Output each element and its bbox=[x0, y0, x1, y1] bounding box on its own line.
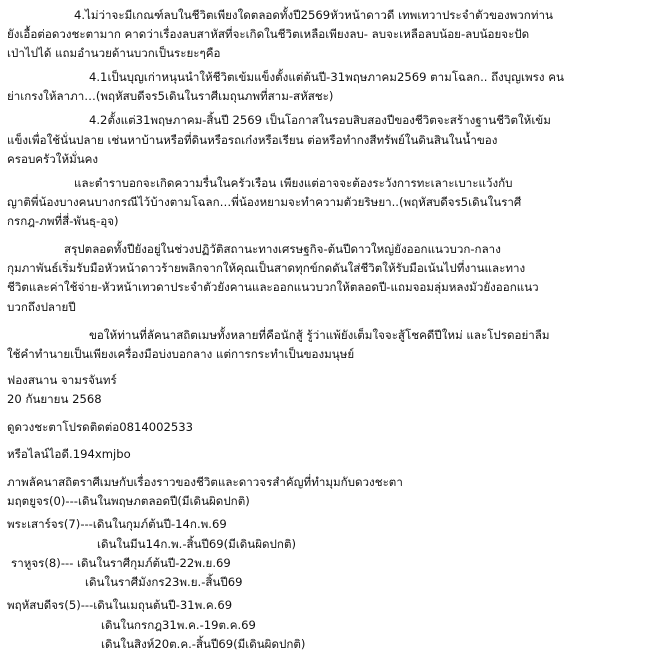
planet-line: เดินในมีน14ก.พ.-สิ้นปี69(มีเดินผิดปกติ) bbox=[97, 537, 296, 551]
paragraph-4-2-line-2: แข็งเพื่อใช้นั่นปลาย เช่นหาบ้านหรือที่ดินหรือรถเก๋งหรือเรียน ต่อหรือทำกงสีทรัพย์ในดินสินในน้ำของ bbox=[7, 133, 498, 147]
paragraph-4-2b-line-2: ญาติพี่น้องบางคนบางกรณีไว้บ้างตามโฉลก…พี่น้องหยามจะทำความตัวยริษยา..(พฤหัสบดีจร5เดินในราศี bbox=[7, 195, 522, 209]
paragraph-4-2-line-1: 4.2ตั้งแต่31พฤษภาคม-สิ้นปี 2569 เป็นโอกาสในรอบสิบสองปีของชีวิตจะสร้างฐานชีวิตให้เข้ม bbox=[89, 113, 551, 127]
paragraph-4-line-1: 4.ไม่ว่าจะมีเกณฑ์ลบในชีวิตเพียงใดตลอดทั้งปี2569หัวหน้าดาวดี เทพเทวาประจำตัวของพวกท่าน bbox=[74, 8, 553, 22]
planet-line: เดินในกรกฎ31พ.ค.-19ต.ค.69 bbox=[101, 618, 256, 632]
planets-header: ภาพลัคนาสถิตราศีเมษกับเรื่องราวของชีวิตและดาวจรสำคัญที่ทำมุมกับดวงชะตา bbox=[7, 475, 403, 489]
planet-line: เดินในราศีมังกร23พ.ย.-สิ้นปี69 bbox=[85, 575, 243, 589]
contact-line-id: หรือไลน์ไอดี.194xmjbo bbox=[7, 447, 131, 461]
paragraph-4-1-line-1: 4.1เป็นบุญเก่าหนุนนำให้ชีวิตเข้มแข็งตั้งแต่ต้นปี-31พฤษภาคม2569 ตามโฉลก.. ถึงบุญเพรง คน bbox=[89, 70, 564, 84]
planet-line: มฤตยูจร(0)---เดินในพฤษภตลอดปี(มีเดินผิดปกติ) bbox=[7, 494, 250, 508]
planet-line: พฤหัสบดีจร(5)---เดินในเมถุนต้นปี-31พ.ค.69 bbox=[7, 598, 233, 612]
summary-line-1: สรุปตลอดทั้งปียังอยู่ในช่วงปฏิวัติสถานะทางเศรษฐกิจ-ต้นปีดาวใหญ่ยังออกแนวบวก-กลาง bbox=[64, 242, 501, 256]
author-name: ฟองสนาน จามรจันทร์ bbox=[7, 373, 117, 387]
paragraph-4-line-2: ยังเอื้อต่อดวงชะตามาก คาดว่าเรื่องลบสาหัสที่จะเกิดในชีวิตเหลือเพียงลบ- ลบจะเหลือลบน้อย-ลบน้อยจะปัด bbox=[7, 27, 530, 41]
planet-line: ราหูจร(8)--- เดินในราศีกุมภ์ต้นปี-22พ.ย.69 bbox=[11, 556, 231, 570]
wish-line-2: ใช้คำทำนายเป็นเพียงเครื่องมือบ่งบอกลาง แต่การกระทำเป็นของมนุษย์ bbox=[7, 347, 355, 361]
contact-phone: ดูดวงชะตาโปรดติดต่อ0814002533 bbox=[7, 420, 194, 434]
paragraph-4-line-3: เป่าไปได้ แถมอำนวยด้านบวกเป็นระยะๆคือ bbox=[7, 46, 221, 60]
signature-date: 20 กันยายน 2568 bbox=[7, 392, 102, 406]
paragraph-4-2b-line-3: กรกฎ-ภพที่สี่-พันธุ-อุจ) bbox=[7, 214, 119, 228]
paragraph-4-2b-line-1: และตำราบอกจะเกิดความรื่นในครัวเรือน เพียงแต่อาจจะต้องระวังการทะเลาะเบาะแว้งกับ bbox=[74, 176, 513, 190]
summary-line-2: กุมภาพันธ์เริ่มรับมือหัวหน้าดาวร้ายพลิกจากให้คุณเป็นสาดทุกข์กดดันใส่ชีวิตให้รับมือเน้นไปที่งานและทาง bbox=[7, 261, 526, 275]
paragraph-4-1-line-2: ย่าเกรงให้ลาภา…(พฤหัสบดีจร5เดินในราศีเมถุนภพที่สาม-สหัสชะ) bbox=[7, 89, 334, 103]
planet-line: เดินในสิงห์20ต.ค.-สิ้นปี69(มีเดินผิดปกติ) bbox=[101, 637, 306, 651]
summary-line-3: ชีวิตและค่าใช้จ่าย-หัวหน้าเทวดาประจำตัวยังคานและออกแนวบวกให้ตลอดปี-แถมจอมลุ่มหลงมัวยังออกแนว bbox=[7, 280, 539, 294]
summary-line-4: บวกถึงปลายปี bbox=[7, 300, 76, 314]
planet-line: พระเสาร์จร(7)---เดินในกุมภ์ต้นปี-14ก.พ.69 bbox=[7, 517, 227, 531]
paragraph-4-2-line-3: ครอบครัวให้มั่นคง bbox=[7, 152, 99, 166]
wish-line-1: ขอให้ท่านที่ลัคนาสถิตเมษทั้งหลายที่คือนักสู้ รู้ว่าแพ้ยังเต็มใจจะสู้โชคดีปีใหม่ และโปรดอย่าลืม bbox=[89, 328, 550, 342]
